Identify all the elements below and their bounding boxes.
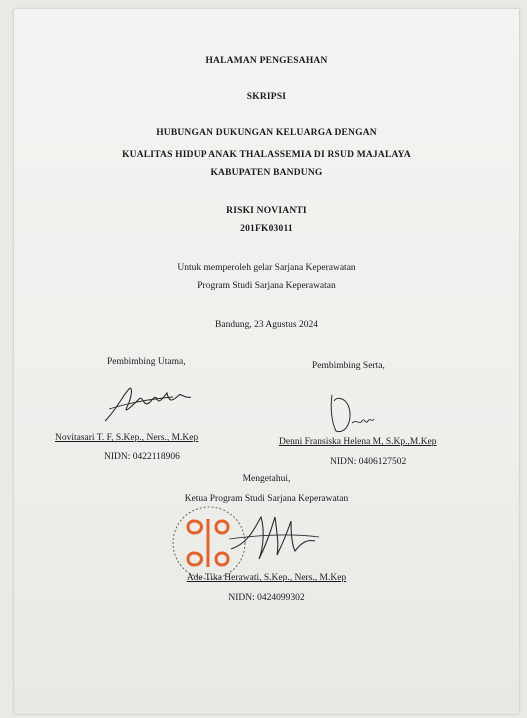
- supervisor-main-name: Novitasari T. F, S.Kep., Ners., M.Kep: [55, 433, 199, 443]
- approval-name: Ade Tika Herawati, S.Kep., Ners., M.Kep: [186, 573, 347, 583]
- approval-label: Mengetahui,: [242, 474, 291, 484]
- supervisor-main-role: Pembimbing Utama,: [107, 357, 186, 367]
- approval-page: [14, 9, 519, 714]
- supervisor-co-name: Denni Fransiska Helena M, S.Kp.,M.Kep: [279, 437, 437, 447]
- supervisor-co-nidn: NIDN: 0406127502: [330, 457, 407, 467]
- supervisor-main-signature: [99, 381, 199, 426]
- thesis-title-line-1: HUBUNGAN DUKUNGAN KELUARGA DENGAN: [156, 128, 377, 138]
- supervisor-main-nidn: NIDN: 0422118906: [104, 452, 180, 462]
- supervisor-co-role: Pembimbing Serta,: [312, 361, 385, 371]
- supervisor-co-signature: [326, 389, 386, 439]
- approval-role: Ketua Program Studi Sarjana Keperawatan: [184, 494, 349, 504]
- document-type: SKRIPSI: [246, 92, 287, 102]
- student-id: 201FK03011: [240, 224, 293, 234]
- page-title: HALAMAN PENGESAHAN: [205, 56, 328, 66]
- thesis-title-line-3: KABUPATEN BANDUNG: [210, 168, 323, 178]
- approval-nidn: NIDN: 0424099302: [228, 593, 305, 603]
- place-date: Bandung, 23 Agustus 2024: [215, 320, 318, 330]
- purpose-line-2: Program Studi Sarjana Keperawatan: [197, 281, 336, 291]
- purpose-line-1: Untuk memperoleh gelar Sarjana Keperawatan: [177, 263, 356, 273]
- approval-signature: [229, 509, 319, 569]
- thesis-title-line-2: KUALITAS HIDUP ANAK THALASSEMIA DI RSUD MAJALAYA: [122, 150, 411, 160]
- author-name: RISKI NOVIANTI: [226, 206, 307, 216]
